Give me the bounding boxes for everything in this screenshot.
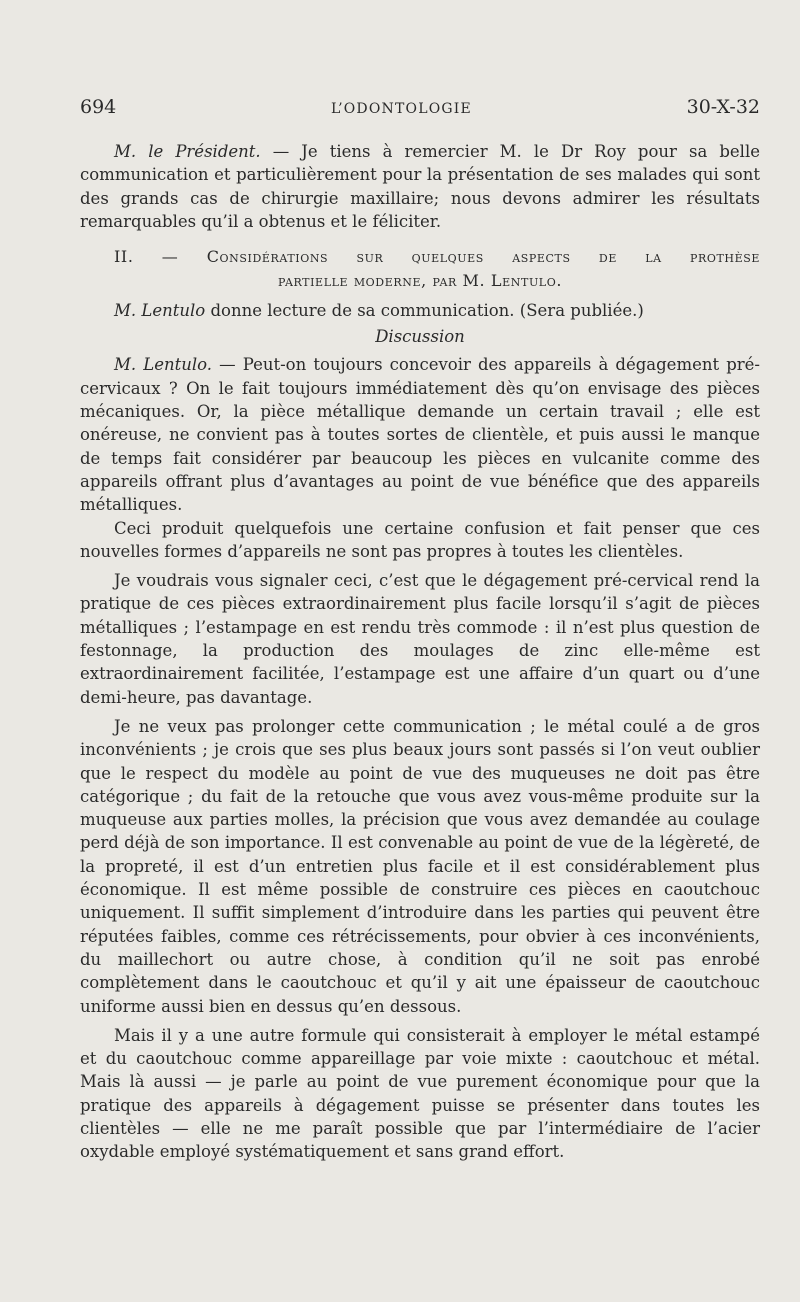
paragraph-text: donne lecture de sa communication. (Sera publiée.) — [205, 301, 644, 321]
section-heading-line2 — [80, 269, 760, 293]
issue-date: 30-X-32 — [686, 96, 760, 118]
paragraph-lentulo-2: Ceci produit quelquefois une certaine confusion et fait penser que ces nouvelles formes d’appareils ne sont pas propres à toutes les clientèles. — [80, 518, 760, 561]
paragraph-president — [80, 140, 760, 233]
section-heading-line1: II. — Considérations sur quelques aspects de la prothèse — [114, 247, 760, 267]
paragraph-text: — Peut-on toujours concevoir des appareils à dégagement pré-cervicaux ? On le fait toujours immédiatement dès qu’on envisage des pièces mécaniques. Or, la pièce métallique demande un certain travail ; elle est onéreuse, ne convient pas à toutes sortes de clientèle, et puis aussi le manque de temps fait considérer par beaucoup les pièces en vulcanite comme des appareils offrant plus d’avantages au point de vue bénéfice que des appareils métalliques. — [80, 355, 760, 515]
paragraph-lentulo-4: Je ne veux pas prolonger cette communication ; le métal coulé a de gros inconvénients ; je crois que ses plus beaux jours sont passés si l’on veut oublier que le respect du modèle au point de vue des muqueuses ne doit pas être catégorique ; du fait de la retouche que vous avez vous-même produite sur la muqueuse aux parties molles, la précision que vous avez demandée au coulage perd déjà de son importance. Il est convenable au point de vue de la légèreté, de la propreté, il est d’un entretien plus facile et il est considérablement plus économique. Il est même possible de construire ces pièces en caoutchouc uniquement. Il suffit simplement d’introduire dans les parties qui peuvent être réputées faibles, comme ces rétrécissements, pour obvier à ces inconvénients, du maillechort ou autre chose, à condition qu’il ne soit pas enrobé complètement dans le caoutchouc et qu’il y ait une épaisseur de caoutchouc uniforme aussi bien en dessus qu’en dessous. — [80, 716, 760, 1016]
paragraph-lentulo-3: Je voudrais vous signaler ceci, c’est que le dégagement pré-cervical rend la pratique de ces pièces extraordinairement plus facile lorsqu’il s’agit de pièces métalliques ; l’estampage en est rendu très commode : il n’est plus question de festonnage, la production des moulages de zinc elle-même est extraordinairement facilitée, l’estampage est une affaire d’un quart ou d’une demi-heure, pas davantage. — [80, 571, 760, 707]
paragraph-lentulo-1 — [80, 353, 760, 516]
document-page — [80, 96, 760, 1164]
paragraph-text: — Je tiens à remercier M. le Dr Roy pour sa belle communication et particulièrement pour la présentation de ses malades qui sont des grands cas de chirurgie maxillaire; nous devons admirer les résultats remarquables qu’il a obtenus et le féliciter. — [80, 142, 761, 231]
page-header — [80, 96, 760, 140]
section-heading — [80, 245, 760, 293]
section-author: Lentulo. — [490, 271, 563, 291]
speaker-name: M. Lentulo. — [114, 355, 213, 375]
section-heading-prefix: partielle moderne, par M. — [277, 271, 491, 291]
discussion-title: Discussion — [375, 327, 465, 347]
speaker-name: M. Lentulo — [114, 301, 206, 321]
paragraph-lecture — [80, 299, 760, 322]
page-number: 694 — [80, 96, 117, 118]
speaker-name: M. le Président. — [114, 142, 261, 161]
running-title: L’ODONTOLOGIE — [330, 101, 472, 117]
paragraph-lentulo-5: Mais il y a une autre formule qui consisterait à employer le métal estampé et du caoutchouc comme appareillage par voie mixte : caoutchouc et métal. Mais là aussi — je parle au point de vue purement économique pour que la pratique des appareils à dégagement puisse se présenter dans toutes les clientèles — elle ne me paraît possible que par l’intermédiaire de l’acier oxydable employé systématiquement et sans grand effort. — [80, 1025, 760, 1162]
